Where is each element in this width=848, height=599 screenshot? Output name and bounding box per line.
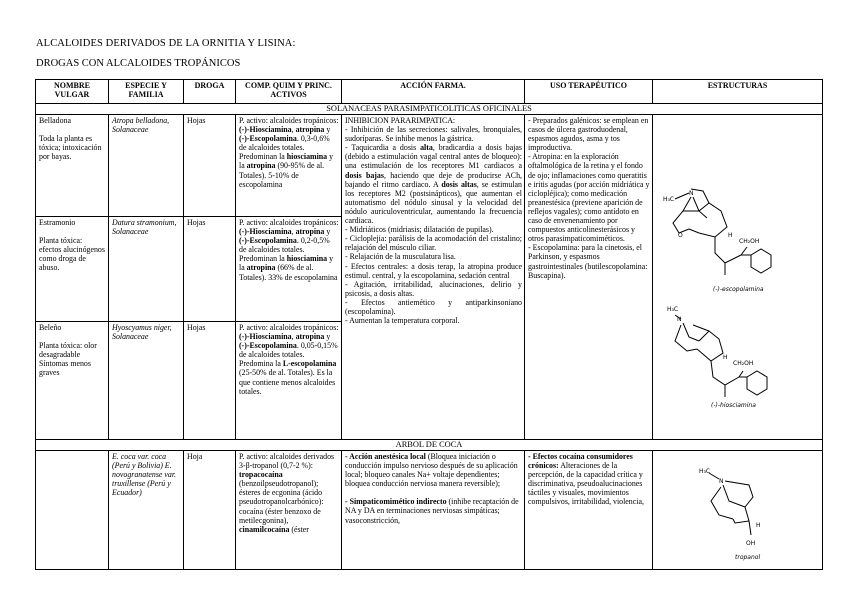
accion-heading: INHIBICION PARARIMPATICA:	[345, 116, 456, 125]
species-name: Hyoscyamus niger, Solanaceae	[112, 323, 172, 342]
plant-name: Belladona	[39, 116, 71, 125]
esc-o: O	[678, 232, 683, 239]
hio-label: (-)-hiosciamina	[711, 402, 756, 409]
cell-drug-beleno: Hojas	[184, 322, 236, 440]
esc-h3c: H₃C	[663, 196, 675, 203]
trop-h: H	[756, 522, 761, 529]
table-row-coca	[36, 451, 823, 570]
hio-n: N	[677, 316, 682, 323]
cell-species-belladona	[109, 115, 184, 217]
cell-uso-coca: - Efectos cocaína consumidores crónicos: Alteraciones de la percepción, de la capacidad crítica y discriminativa, pseudoalucinaciones táctiles y visuales, movimientos compulsivos, irritabilidad, violencia,	[525, 451, 653, 570]
plant-note: Toda la planta es tóxica; intoxicación por bayas.	[39, 134, 102, 162]
alkaloid-table	[35, 79, 823, 570]
document-title: ALCALOIDES DERIVADOS DE LA ORNITIA Y LISINA:	[36, 38, 296, 49]
plant-note: Planta tóxica: efectos alucinógenos como droga de abuso.	[39, 236, 105, 273]
section-row-coca	[36, 440, 823, 451]
cell-drug-belladona: Hojas	[184, 115, 236, 217]
cell-drug-coca: Hoja	[184, 451, 236, 570]
col-header-nombre: NOMBRE VULGAR	[36, 80, 109, 104]
cell-comp-estramonio: P. activo: alcaloides tropánicos: (-)-Hiosciamina, atropina y (-)-Escopolamina. 0,2-0,5% de alcaloides totales. Predominan la hiosciamina y la atropina (66% de al. Totales). 33% de escopolamina	[236, 217, 342, 322]
plant-name: Estramonio	[39, 218, 76, 227]
hiosciamina-structure	[667, 306, 767, 409]
cell-species-beleno	[109, 322, 184, 440]
hio-h: H	[723, 354, 728, 361]
plant-note: Planta tóxica: olor desagradable Síntomas menos graves	[39, 341, 97, 378]
species-name: Atropa belladona, Solanaceae	[112, 116, 170, 135]
escopolamina-structure	[663, 189, 771, 293]
cell-structure-coca	[653, 451, 823, 570]
trop-oh: OH	[746, 540, 756, 547]
col-header-uso: USO TERAPÉUTICO	[525, 80, 653, 104]
document-subtitle: DROGAS CON ALCALOIDES TROPÁNICOS	[36, 58, 241, 69]
hio-ch2oh: CH₂OH	[733, 360, 754, 367]
section-title-coca: ARBOL DE COCA	[36, 440, 823, 451]
esc-label: (-)-escopolamina	[713, 286, 764, 293]
cell-name-estramonio	[36, 217, 109, 322]
section-title-solanaceas: SOLANACEAS PARASIMPATICOLITICAS OFICINALES	[36, 104, 823, 115]
trop-label: tropanol	[735, 554, 761, 561]
header-row	[36, 80, 823, 104]
structures-svg	[653, 115, 821, 415]
esc-n: N	[689, 190, 694, 197]
col-header-especie: ESPECIE Y FAMILIA	[109, 80, 184, 104]
tropanol-structure	[653, 451, 821, 567]
cell-accion-coca: - Acción anestésica local (Bloquea iniciación o conducción impulso nervioso después de su aplicación local; bloqueo canales Na+ voltaje dependientes; bloquea conducción nerviosa manera reversible); - Simpaticomimético indirecto (inhibe recaptación de NA y DA en terminaciones nerviosas simpáticas; vasoconstricción,	[342, 451, 525, 570]
col-header-comp: COMP. QUIM Y PRINC. ACTIVOS	[236, 80, 342, 104]
cell-comp-coca: P. activo: alcaloides derivados 3-β-tropanol (0,7-2 %): tropacocaína (benzoilpseudotropanol); ésteres de ecgonina (ácido pseudotropanolcarbónico): cocaína (éster benzoxo de metilecgonina), cinamilcocaína (éster	[236, 451, 342, 570]
col-header-accion: ACCIÓN FARMA.	[342, 80, 525, 104]
cell-species-coca	[109, 451, 184, 570]
cell-accion-solanaceas: INHIBICION PARARIMPATICA: - Inhibición de las secreciones: salivales, bronquiales, sudoríparas. Se inhibe menos la gástrica. - Taquicardia a dosis alta, bradicardia a dosis bajas (debido a estimulación vagal central antes de bloqueo): una estimulación de los receptores M1 cardiacos a dosis bajas, haciendo que deje de producirse ACh, bajando el ritmo cardiaco. A dosis altas, se estimulan los receptores M2 (postsinápticos), que aumentan el automatismo del nódulo sinusal y la velocidad del nódulo auriculoventricular, aumentando la frecuencia cardiaca. - Midriáticos (midriasis; dilatación de pupilas). - Cicloplejia: parálisis de la acomodación del cristalino; relajación del músculo ciliar. - Relajación de la musculatura lisa. - Efectos centrales: a dosis terap, la atropina produce estimul. central, y la escopolamina, sedación central - Agitación, irritabilidad, alucinaciones, delirio y psicosis, a dosis altas. - Efectos antiemético y antiparkinsoniano (escopolamina). - Aumentan la temperatura corporal.	[342, 115, 525, 440]
trop-h3c: H₃C	[699, 468, 711, 475]
esc-ch2oh: CH₂OH	[739, 238, 760, 245]
esc-h: H	[728, 232, 733, 239]
species-name: Datura stramonium, Solanaceae	[112, 218, 177, 237]
hio-h3c: H₃C	[667, 306, 679, 313]
cell-structures-solanaceas	[653, 115, 823, 440]
cell-name-belladona	[36, 115, 109, 217]
trop-n: N	[719, 478, 724, 485]
cell-name-beleno	[36, 322, 109, 440]
cell-uso-solanaceas: - Preparados galénicos: se emplean en casos de úlcera gastroduodenal, espasmos agudos, asma y tos improductiva. - Atropina: en la exploración oftalmológica de la retina y el fondo de ojo; inflamaciones como queratitis e iritis agudas (por acción midriática y ciclopléjica); como medicación preanestésica (previene aparición de reflejos vagales); como antídoto en caso de envenenamiento por compuestos anticolinesterásicos y otros parasimpaticomiméticos. - Escopolamina: para la cinetosis, el Parkinson, y espasmos gastrointestinales (butilescopolamina: Buscapina).	[525, 115, 653, 440]
col-header-estructuras: ESTRUCTURAS	[653, 80, 823, 104]
plant-name: Beleño	[39, 323, 62, 332]
table-row-belladona	[36, 115, 823, 217]
col-header-droga: DROGA	[184, 80, 236, 104]
cell-comp-belladona: P. activo: alcaloides tropánicos: (-)-Hiosciamina, atropina y (-)-Escopolamina. 0,3-0,6% de alcaloides totales. Predominan la hiosciamina y la atropina (90-95% de al. Totales). 5-10% de escopolamina	[236, 115, 342, 217]
cell-species-estramonio	[109, 217, 184, 322]
species-name: E. coca var. coca (Perú y Bolivia) E. novogranatense var. truxillense (Perú y Ecuador)	[112, 452, 176, 498]
cell-comp-beleno: P. activo: alcaloides tropánicos: (-)-Hiosciamina, atropina y (-)-Escopolamina. 0,05-0,15% de alcaloides totales. Predomina la L-escopolamina (25-50% de al. Totales). Es la que contiene menos alcaloides totales.	[236, 322, 342, 440]
cell-name-coca	[36, 451, 109, 570]
section-row-solanaceas	[36, 104, 823, 115]
cell-drug-estramonio: Hojas	[184, 217, 236, 322]
